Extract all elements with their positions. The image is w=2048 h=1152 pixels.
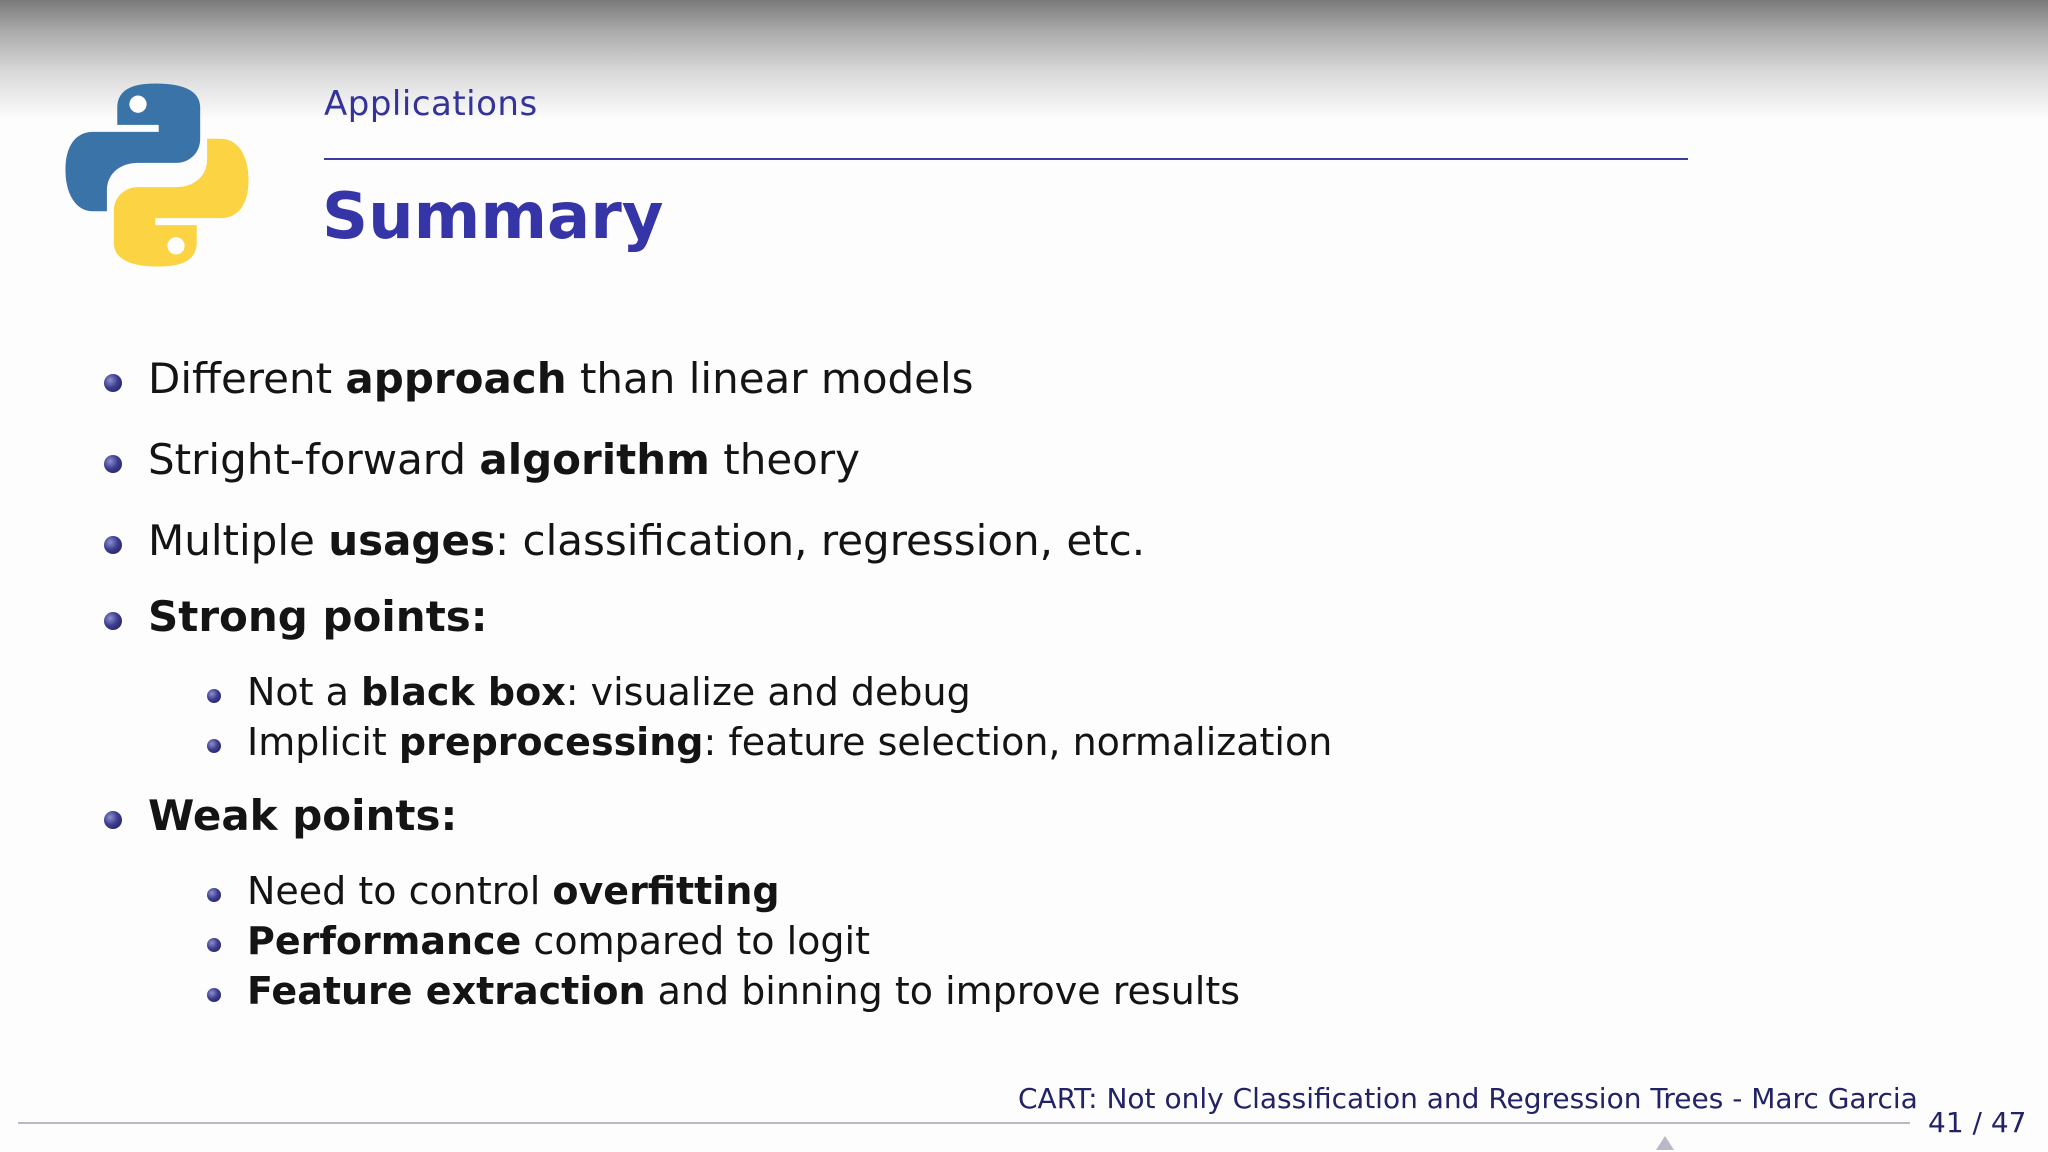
sub-list-item [247, 869, 780, 913]
item-text: compared to logit [521, 919, 870, 963]
item-text: : visualize and debug [565, 670, 971, 714]
page-title: Summary [322, 180, 664, 254]
item-text: Stright-forward [148, 435, 480, 484]
sub-list-item [247, 919, 870, 963]
sub-list-item [247, 720, 1333, 764]
footer-title: CART: Not only Classification and Regression Trees - Marc Garcia [1018, 1082, 1918, 1115]
sub-list-item [247, 969, 1241, 1013]
item-text: Need to control [247, 869, 553, 913]
item-emphasis: algorithm [479, 435, 710, 484]
item-text: Implicit [247, 720, 399, 764]
item-emphasis: Strong points: [148, 592, 488, 641]
item-emphasis: approach [345, 354, 567, 403]
item-text: Different [148, 354, 346, 403]
bullet-icon [104, 455, 122, 473]
title-rule [324, 158, 1688, 160]
list-item-heading [148, 592, 488, 641]
item-text: and binning to improve results [645, 969, 1241, 1013]
item-text: Multiple [148, 516, 329, 565]
sub-bullet-icon [207, 938, 221, 952]
header-gradient [0, 0, 2048, 120]
bullet-icon [104, 374, 122, 392]
item-emphasis: black box [361, 670, 566, 714]
item-text: Not a [247, 670, 362, 714]
sub-bullet-icon [207, 739, 221, 753]
bullet-icon [104, 536, 122, 554]
sub-bullet-icon [207, 689, 221, 703]
item-emphasis: Performance [247, 919, 522, 963]
list-item [148, 435, 860, 484]
item-text: theory [709, 435, 860, 484]
sub-bullet-icon [207, 988, 221, 1002]
item-emphasis: usages [328, 516, 495, 565]
page-number: 41 / 47 [1928, 1106, 2027, 1139]
item-emphasis: Feature extraction [247, 969, 646, 1013]
section-title: Applications [324, 84, 538, 124]
footer-rule [18, 1122, 1910, 1124]
item-text: : classification, regression, etc. [494, 516, 1146, 565]
python-logo-icon [62, 80, 252, 270]
sub-bullet-icon [207, 888, 221, 902]
item-text: than linear models [566, 354, 974, 403]
list-item [148, 516, 1146, 565]
item-emphasis: overfitting [552, 869, 780, 913]
list-item-heading [148, 791, 458, 840]
nav-triangle-icon[interactable] [1656, 1136, 1674, 1150]
list-item [148, 354, 974, 403]
bullet-icon [104, 811, 122, 829]
item-text: : feature selection, normalization [703, 720, 1333, 764]
item-emphasis: Weak points: [148, 791, 458, 840]
item-emphasis: preprocessing [398, 720, 704, 764]
bullet-icon [104, 612, 122, 630]
sub-list-item [247, 670, 971, 714]
